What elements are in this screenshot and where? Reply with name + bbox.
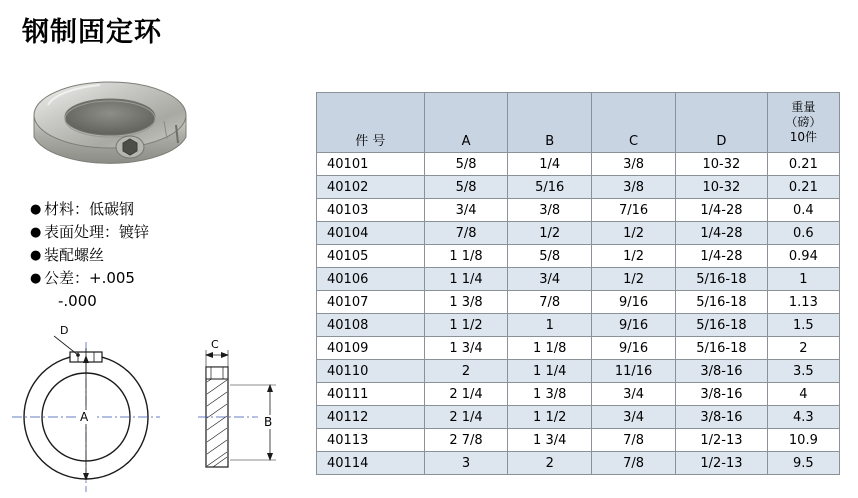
- cell-d: 10-32: [676, 153, 768, 176]
- cell-b: 1 1/8: [508, 337, 592, 360]
- spec-material: 材料：低碳钢: [44, 200, 135, 218]
- cell-part: 40111: [317, 383, 425, 406]
- table-row: [317, 337, 840, 360]
- drawing-label-a: A: [80, 410, 89, 424]
- cell-d: 5/16-18: [676, 314, 768, 337]
- cell-c: 7/8: [592, 452, 676, 475]
- cell-part: 40112: [317, 406, 425, 429]
- cell-d: 3/8-16: [676, 360, 768, 383]
- cell-a: 5/8: [424, 153, 508, 176]
- cell-weight: 1.13: [767, 291, 839, 314]
- cell-weight: 1: [767, 268, 839, 291]
- bullet-icon: ●: [30, 202, 42, 217]
- cell-part: 40107: [317, 291, 425, 314]
- table-row: [317, 153, 840, 176]
- bullet-icon: ●: [30, 271, 42, 286]
- cell-a: 1 3/4: [424, 337, 508, 360]
- drawing-label-c: C: [211, 338, 219, 351]
- list-item-continuation: [30, 290, 280, 313]
- bullet-icon: ●: [30, 248, 42, 263]
- cell-a: 1 1/8: [424, 245, 508, 268]
- table-row: [317, 268, 840, 291]
- cell-d: 3/8-16: [676, 383, 768, 406]
- cell-c: 1/2: [592, 268, 676, 291]
- cell-d: 1/4-28: [676, 222, 768, 245]
- table-row: [317, 429, 840, 452]
- cell-part: 40101: [317, 153, 425, 176]
- table-row: [317, 406, 840, 429]
- list-item: [30, 267, 280, 290]
- cell-d: 1/4-28: [676, 199, 768, 222]
- bullet-icon: ●: [30, 225, 42, 240]
- weight-line-1: 重量: [791, 100, 816, 114]
- cell-a: 3/4: [424, 199, 508, 222]
- cell-c: 1/2: [592, 222, 676, 245]
- cell-b: 1 3/4: [508, 429, 592, 452]
- technical-drawing: [8, 322, 308, 492]
- cell-part: 40110: [317, 360, 425, 383]
- cell-part: 40113: [317, 429, 425, 452]
- weight-line-3: 10件: [789, 130, 818, 144]
- cell-part: 40108: [317, 314, 425, 337]
- column-header-a: A: [424, 93, 508, 153]
- column-header-part: 件 号: [317, 93, 425, 153]
- cell-a: 7/8: [424, 222, 508, 245]
- cell-weight: 4: [767, 383, 839, 406]
- cell-d: 3/8-16: [676, 406, 768, 429]
- weight-line-2: （磅）: [785, 115, 822, 129]
- table-row: [317, 199, 840, 222]
- cell-b: 5/16: [508, 176, 592, 199]
- table-row: [317, 383, 840, 406]
- spec-list: [30, 198, 280, 313]
- cell-weight: 10.9: [767, 429, 839, 452]
- cell-c: 11/16: [592, 360, 676, 383]
- cell-d: 10-32: [676, 176, 768, 199]
- table-row: [317, 291, 840, 314]
- cell-c: 7/16: [592, 199, 676, 222]
- table-header-row: [317, 93, 840, 153]
- cell-a: 2 1/4: [424, 383, 508, 406]
- cell-d: 1/2-13: [676, 429, 768, 452]
- cell-a: 2 1/4: [424, 406, 508, 429]
- cell-weight: 4.3: [767, 406, 839, 429]
- cell-b: 1 1/2: [508, 406, 592, 429]
- cell-part: 40109: [317, 337, 425, 360]
- cell-c: 3/8: [592, 153, 676, 176]
- list-item: [30, 221, 280, 244]
- cell-weight: 1.5: [767, 314, 839, 337]
- shaft-collar-illustration: [26, 55, 196, 190]
- cell-b: 1 3/8: [508, 383, 592, 406]
- cell-d: 5/16-18: [676, 337, 768, 360]
- cell-weight: 0.4: [767, 199, 839, 222]
- cell-weight: 0.6: [767, 222, 839, 245]
- cell-weight: 0.21: [767, 176, 839, 199]
- column-header-b: B: [508, 93, 592, 153]
- cell-a: 1 3/8: [424, 291, 508, 314]
- cell-d: 5/16-18: [676, 268, 768, 291]
- page-title: 钢制固定环: [22, 17, 162, 48]
- cell-b: 3/8: [508, 199, 592, 222]
- cell-a: 1 1/4: [424, 268, 508, 291]
- table-row: [317, 176, 840, 199]
- cell-c: 7/8: [592, 429, 676, 452]
- cell-weight: 0.94: [767, 245, 839, 268]
- cell-part: 40103: [317, 199, 425, 222]
- cell-a: 1 1/2: [424, 314, 508, 337]
- cell-c: 9/16: [592, 291, 676, 314]
- dimension-table-wrapper: [316, 92, 840, 475]
- cell-b: 3/4: [508, 268, 592, 291]
- column-header-weight: [767, 93, 839, 153]
- table-row: [317, 314, 840, 337]
- cell-d: 5/16-18: [676, 291, 768, 314]
- cell-a: 5/8: [424, 176, 508, 199]
- cell-b: 1 1/4: [508, 360, 592, 383]
- table-row: [317, 360, 840, 383]
- spec-finish: 表面处理：镀锌: [44, 223, 150, 241]
- table-row: [317, 245, 840, 268]
- list-item: [30, 244, 280, 267]
- spec-tolerance-second-line: -.000: [58, 292, 97, 310]
- cell-weight: 0.21: [767, 153, 839, 176]
- cell-weight: 2: [767, 337, 839, 360]
- cell-part: 40104: [317, 222, 425, 245]
- cell-c: 3/4: [592, 406, 676, 429]
- cell-b: 1: [508, 314, 592, 337]
- cell-weight: 3.5: [767, 360, 839, 383]
- drawing-label-b: B: [264, 415, 273, 429]
- column-header-c: C: [592, 93, 676, 153]
- cell-b: 1/2: [508, 222, 592, 245]
- spec-screw: 装配螺丝: [44, 246, 105, 264]
- cell-d: 1/4-28: [676, 245, 768, 268]
- cell-d: 1/2-13: [676, 452, 768, 475]
- cell-c: 1/2: [592, 245, 676, 268]
- spec-tolerance: 公差：+.005: [44, 269, 135, 287]
- table-row: [317, 222, 840, 245]
- dimension-table: [316, 92, 840, 475]
- cell-b: 1/4: [508, 153, 592, 176]
- cell-a: 2 7/8: [424, 429, 508, 452]
- cell-part: 40106: [317, 268, 425, 291]
- cell-a: 2: [424, 360, 508, 383]
- cell-c: 9/16: [592, 337, 676, 360]
- product-photo: [26, 55, 196, 190]
- cell-part: 40114: [317, 452, 425, 475]
- cell-b: 7/8: [508, 291, 592, 314]
- table-row: [317, 452, 840, 475]
- cell-c: 3/8: [592, 176, 676, 199]
- list-item: [30, 198, 280, 221]
- cell-b: 2: [508, 452, 592, 475]
- table-body: [317, 153, 840, 475]
- cell-c: 3/4: [592, 383, 676, 406]
- cell-b: 5/8: [508, 245, 592, 268]
- dimension-drawing: [8, 322, 308, 494]
- cell-a: 3: [424, 452, 508, 475]
- cell-weight: 9.5: [767, 452, 839, 475]
- drawing-label-d: D: [60, 324, 69, 337]
- cell-part: 40105: [317, 245, 425, 268]
- column-header-d: D: [676, 93, 768, 153]
- cell-c: 9/16: [592, 314, 676, 337]
- cell-part: 40102: [317, 176, 425, 199]
